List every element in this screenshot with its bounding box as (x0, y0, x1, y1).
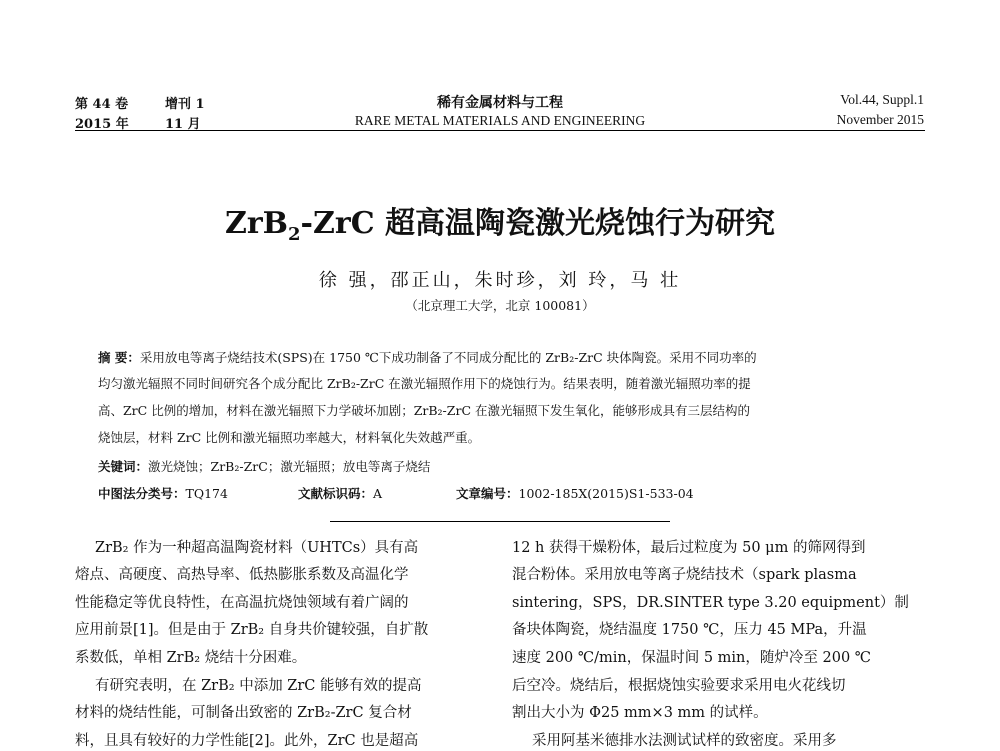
right-col-line: 割出大小为 Φ25 mm×3 mm 的试样。 (512, 705, 768, 721)
left-col-line: 有研究表明，在 ZrB₂ 中添加 ZrC 能够有效的提高 (95, 678, 422, 694)
month: 11 月 (165, 117, 201, 132)
journal-title-cn: 稀有金属材料与工程 (437, 95, 563, 111)
left-col-line: 熔点、高硬度、高热导率、低热膨胀系数及高温化学 (75, 567, 409, 583)
year: 2015 年 (75, 117, 129, 132)
keywords-label: 关键词： (98, 459, 149, 474)
title-post: -ZrC 超高温陶瓷激光烧蚀行为研究 (300, 206, 776, 241)
left-col-line: 料，且具有较好的力学性能[2]。此外，ZrC 也是超高 (75, 733, 419, 749)
left-col-line: 系数低，单相 ZrB₂ 烧结十分困难。 (75, 650, 307, 666)
header-rule (75, 130, 925, 131)
abstract-line: 烧蚀层，材料 ZrC 比例和激光辐照功率越大，材料氧化失效越严重。 (98, 430, 481, 445)
right-col-line: sintering，SPS，DR.SINTER type 3.20 equipment）制 (512, 595, 909, 611)
paper-title (0, 198, 1000, 245)
title-subscript: 2 (288, 224, 301, 245)
affiliation: （北京理工大学，北京 100081） (405, 298, 595, 313)
volume-en: Vol.44, Suppl.1 (840, 92, 924, 107)
abstract-line: 高、ZrC 比例的增加，材料在激光辐照下力学破坏加剧；ZrB₂-ZrC 在激光辐照下发生氧化，能够形成具有三层结构的 (98, 403, 750, 418)
section-separator (330, 521, 670, 522)
abstract-line: 均匀激光辐照不同时间研究各个成分配比 ZrB₂-ZrC 在激光辐照作用下的烧蚀行为。结果表明，随着激光辐照功率的提 (98, 376, 751, 391)
left-col-line: 应用前景[1]。但是由于 ZrB₂ 自身共价键较强，自扩散 (75, 622, 429, 638)
abstract-line: 摘 要：采用放电等离子烧结技术(SPS)在 1750 ℃下成功制备了不同成分配比的 ZrB₂-ZrC 块体陶瓷。采用不同功率的 (98, 350, 757, 365)
keywords-text: 激光烧蚀；ZrB₂-ZrC；激光辐照；放电等离子烧结 (148, 459, 431, 474)
abstract-label: 摘 要： (98, 350, 140, 365)
right-col-line: 备块体陶瓷，烧结温度 1750 ℃，压力 45 MPa，升温 (512, 622, 867, 638)
title-pre: ZrB (224, 206, 289, 241)
right-col-line: 混合粉体。采用放电等离子烧结技术（spark plasma (512, 567, 857, 583)
classification-doc-code: 文献标识码：A (298, 486, 383, 501)
volume-number: 第 44 卷 (75, 97, 129, 112)
date-en: November 2015 (836, 112, 924, 127)
right-col-line: 速度 200 ℃/min，保温时间 5 min，随炉冷至 200 ℃ (512, 650, 872, 666)
authors: 徐 强，邵正山，朱时珍，刘 玲，马 壮 (318, 270, 682, 291)
journal-title-en: RARE METAL MATERIALS AND ENGINEERING (354, 113, 646, 128)
right-col-line: 后空冷。烧结后，根据烧蚀实验要求采用电火花线切 (512, 678, 846, 694)
classification-clc: 中图法分类号：TQ174 (98, 486, 228, 501)
right-col-line: 12 h 获得干燥粉体，最后过粒度为 50 μm 的筛网得到 (512, 540, 866, 556)
left-col-line: 材料的烧结性能，可制备出致密的 ZrB₂-ZrC 复合材 (75, 705, 412, 721)
left-col-line: 性能稳定等优良特性，在高温抗烧蚀领域有着广阔的 (75, 595, 409, 611)
left-col-line: ZrB₂ 作为一种超高温陶瓷材料（UHTCs）具有高 (95, 540, 419, 556)
supplement-number: 增刊 1 (165, 97, 205, 112)
right-col-line: 采用阿基米德排水法测试试样的致密度。采用多 (532, 733, 837, 749)
keywords (98, 457, 430, 475)
classification-article-number: 文章编号：1002-185X(2015)S1-533-04 (456, 486, 694, 501)
